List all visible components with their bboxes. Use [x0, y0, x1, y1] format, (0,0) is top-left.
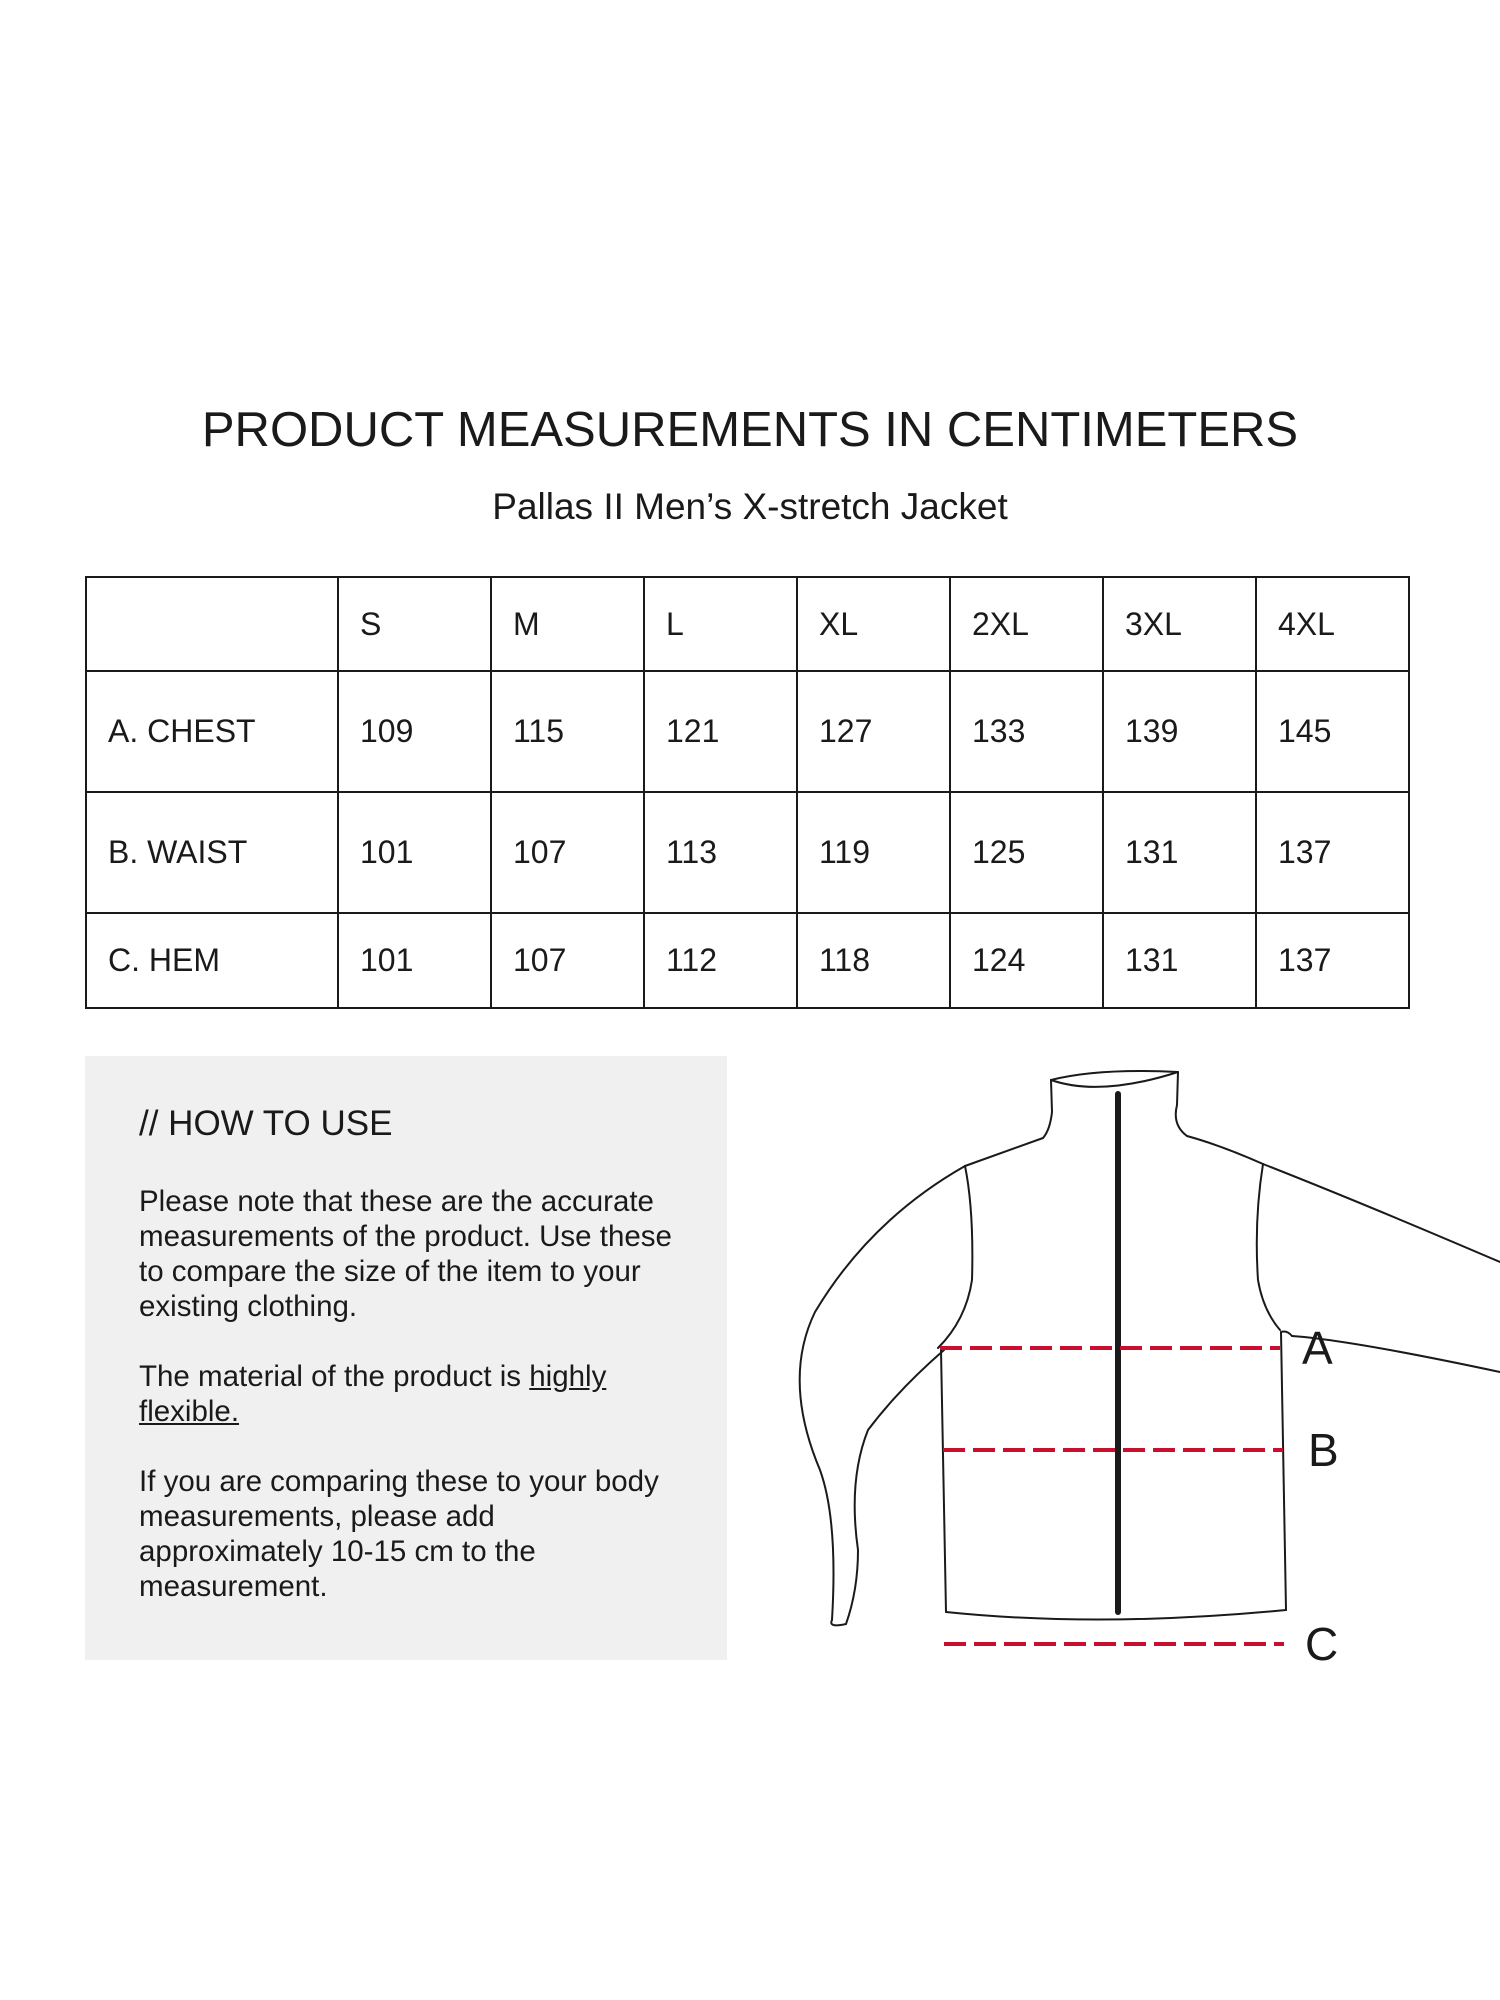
table-cell: 112 — [644, 913, 797, 1008]
row-label: A. CHEST — [86, 671, 338, 792]
table-cell: 113 — [644, 792, 797, 913]
table-cell: 137 — [1256, 913, 1409, 1008]
size-header-s: S — [338, 577, 491, 671]
how-to-use-panel — [85, 1056, 727, 1660]
table-cell: 127 — [797, 671, 950, 792]
table-cell: 101 — [338, 913, 491, 1008]
page-title: PRODUCT MEASUREMENTS IN CENTIMETERS — [201, 403, 1299, 457]
product-name: Pallas II Men’s X-stretch Jacket — [492, 486, 1008, 527]
jacket-diagram — [760, 1050, 1500, 1690]
jacket-outline — [800, 1071, 1500, 1625]
size-header-3xl: 3XL — [1103, 577, 1256, 671]
table-row-waist — [86, 792, 1409, 913]
table-cell: 145 — [1256, 671, 1409, 792]
measurement-lines — [940, 1348, 1284, 1644]
table-row-hem — [86, 913, 1409, 1008]
material-note — [139, 1359, 673, 1429]
size-header-4xl: 4XL — [1256, 577, 1409, 671]
table-cell: 107 — [491, 913, 644, 1008]
body-measurement-note: If you are comparing these to your body measurements, please add approximately 10-15 cm to the measurement. — [139, 1465, 659, 1603]
table-cell: 101 — [338, 792, 491, 913]
label-c: C — [1305, 1618, 1339, 1670]
table-cell: 131 — [1103, 913, 1256, 1008]
table-cell: 118 — [797, 913, 950, 1008]
size-header-xl: XL — [797, 577, 950, 671]
size-table — [85, 576, 1410, 1009]
material-emphasis: highly flexible. — [139, 1360, 607, 1428]
table-cell: 139 — [1103, 671, 1256, 792]
table-cell: 124 — [950, 913, 1103, 1008]
table-header-row — [86, 577, 1409, 671]
table-cell: 107 — [491, 792, 644, 913]
size-header-m: M — [491, 577, 644, 671]
label-b: B — [1308, 1424, 1339, 1476]
table-cell: 137 — [1256, 792, 1409, 913]
table-cell: 109 — [338, 671, 491, 792]
table-cell: 131 — [1103, 792, 1256, 913]
size-header-l: L — [644, 577, 797, 671]
table-cell: 121 — [644, 671, 797, 792]
table-row-chest — [86, 671, 1409, 792]
table-cell: 125 — [950, 792, 1103, 913]
row-label: C. HEM — [86, 913, 338, 1008]
size-header-2xl: 2XL — [950, 577, 1103, 671]
material-note-text: The material of the product is — [139, 1360, 530, 1393]
table-cell: 115 — [491, 671, 644, 792]
table-cell: 133 — [950, 671, 1103, 792]
how-to-use-heading: // HOW TO USE — [139, 1104, 393, 1143]
table-cell: 119 — [797, 792, 950, 913]
row-label: B. WAIST — [86, 792, 338, 913]
label-a: A — [1302, 1322, 1333, 1374]
table-header-cell — [86, 577, 338, 671]
instructions-paragraph: Please note that these are the accurate measurements of the product. Use these to compare the size of the item to your existing clothing. — [139, 1185, 672, 1323]
